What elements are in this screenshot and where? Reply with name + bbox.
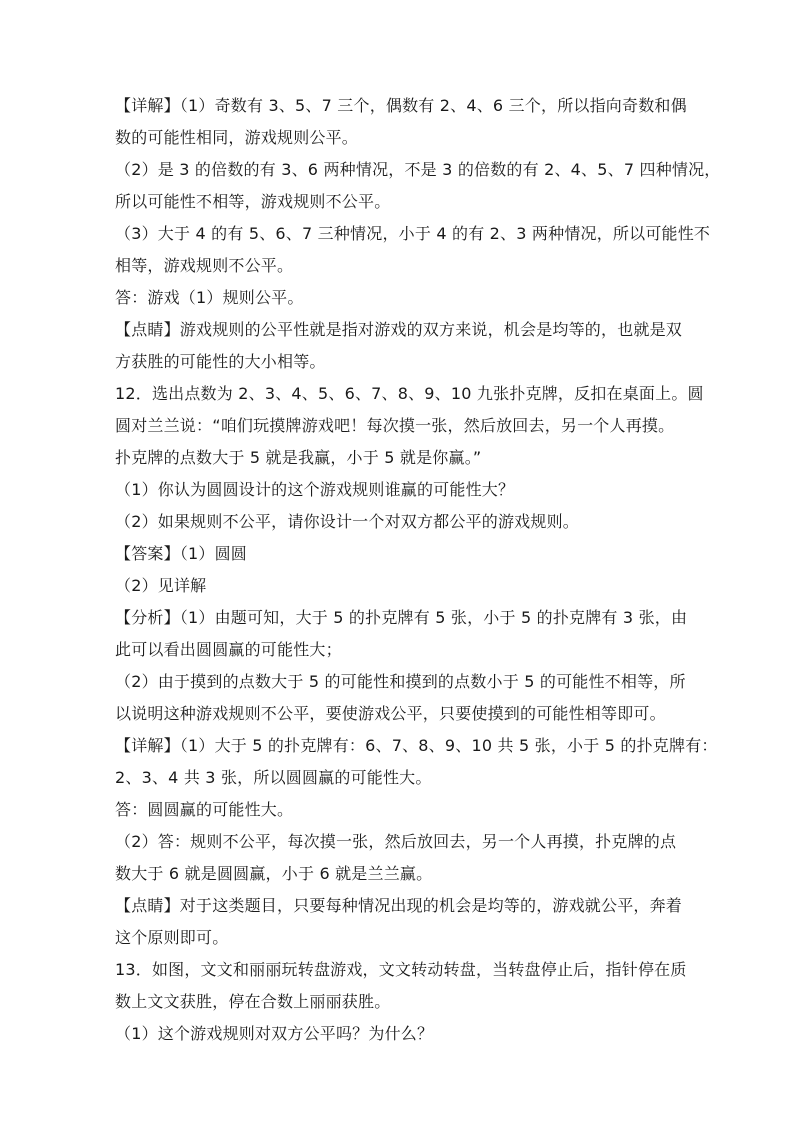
text-line: 扑克牌的点数大于 5 就是我赢，小于 5 就是你赢。” — [115, 448, 482, 467]
text-line: 【详解】（1）大于 5 的扑克牌有：6、7、8、9、10 共 5 张，小于 5 的扑克牌有： — [115, 736, 718, 755]
text-line: 答：游戏（1）规则公平。 — [115, 288, 304, 307]
text-line: （1）你认为圆圆设计的这个游戏规则谁赢的可能性大？ — [115, 480, 515, 499]
text-line: 相等，游戏规则不公平。 — [115, 256, 294, 275]
text-line: （2）见详解 — [115, 576, 207, 595]
text-line: （2）答：规则不公平，每次摸一张，然后放回去，另一个人再摸，扑克牌的点 — [115, 832, 677, 851]
text-line: 方获胜的可能性的大小相等。 — [115, 352, 326, 371]
text-line: 以说明这种游戏规则不公平，要使游戏公平，只要使摸到的可能性相等即可。 — [115, 704, 666, 723]
text-line: 答：圆圆赢的可能性大。 — [115, 800, 294, 819]
text-line: 圆对兰兰说：“咱们玩摸牌游戏吧！每次摸一张，然后放回去，另一个人再摸。 — [115, 416, 675, 435]
text-line: 这个原则即可。 — [115, 928, 229, 947]
text-line: 所以可能性不相等，游戏规则不公平。 — [115, 192, 391, 211]
text-line: 数的可能性相同，游戏规则公平。 — [115, 128, 359, 147]
text-line: 13．如图，文文和丽丽玩转盘游戏，文文转动转盘，当转盘停止后，指针停在质 — [115, 960, 687, 979]
document-page — [115, 90, 721, 1050]
text-line: （3）大于 4 的有 5、6、7 三种情况，小于 4 的有 2、3 两种情况，所以可能性不 — [115, 224, 711, 243]
text-line: 【点睛】对于这类题目，只要每种情况出现的机会是均等的，游戏就公平，奔着 — [115, 896, 683, 915]
text-line: 2、3、4 共 3 张，所以圆圆赢的可能性大。 — [115, 768, 432, 787]
text-line: （2）如果规则不公平，请你设计一个对双方都公平的游戏规则。 — [115, 512, 579, 531]
text-line: 此可以看出圆圆赢的可能性大； — [115, 640, 342, 659]
text-line: 【答案】（1）圆圆 — [115, 544, 247, 563]
text-line: （2）是 3 的倍数的有 3、6 两种情况，不是 3 的倍数的有 2、4、5、7 四种情况， — [115, 160, 721, 179]
text-line: （1）这个游戏规则对双方公平吗？为什么？ — [115, 1024, 434, 1043]
text-line: 【分析】（1）由题可知，大于 5 的扑克牌有 5 张，小于 5 的扑克牌有 3 张，由 — [115, 608, 688, 627]
text-line: 12．选出点数为 2、3、4、5、6、7、8、9、10 九张扑克牌，反扣在桌面上。圆 — [115, 384, 704, 403]
text-line: 数上文文获胜，停在合数上丽丽获胜。 — [115, 992, 391, 1011]
text-line: （2）由于摸到的点数大于 5 的可能性和摸到的点数小于 5 的可能性不相等，所 — [115, 672, 686, 691]
text-line: 【点睛】游戏规则的公平性就是指对游戏的双方来说，机会是均等的，也就是双 — [115, 320, 683, 339]
text-line: 数大于 6 就是圆圆赢，小于 6 就是兰兰赢。 — [115, 864, 433, 883]
text-line: 【详解】（1）奇数有 3、5、7 三个，偶数有 2、4、6 三个，所以指向奇数和偶 — [115, 96, 687, 115]
